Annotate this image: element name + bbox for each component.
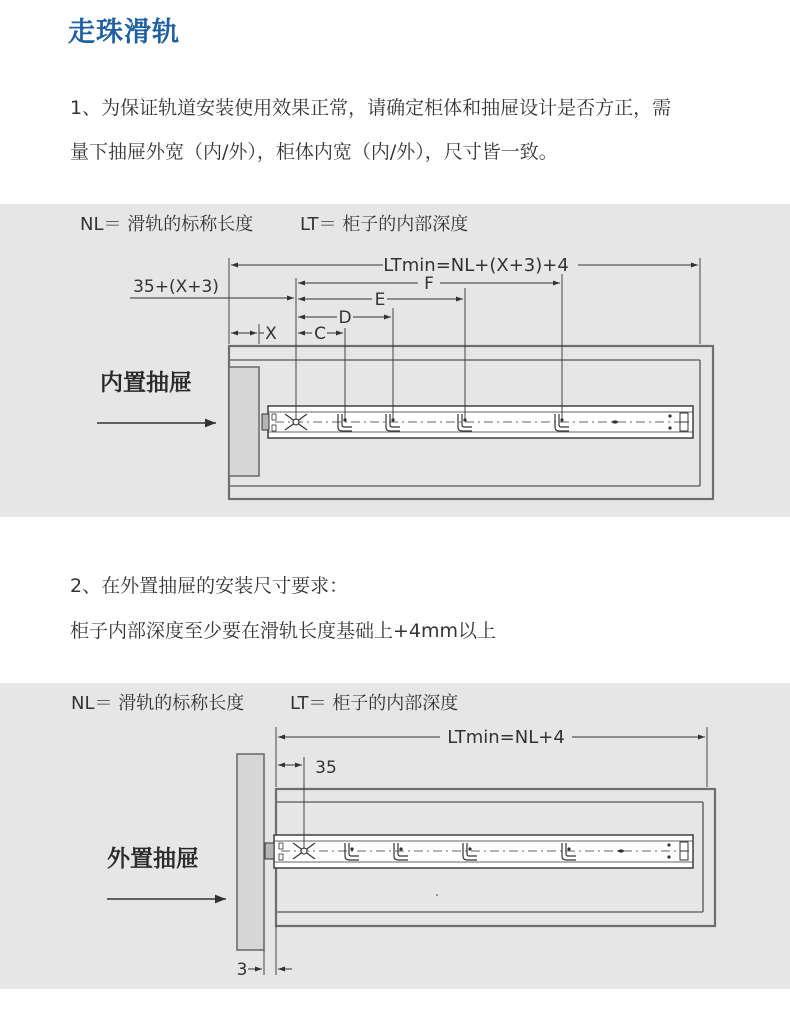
x-dimension (231, 324, 277, 344)
lt-dimension-2 (278, 727, 705, 748)
c-dimension (298, 324, 343, 344)
inset-drawer-label: 内置抽屉 (100, 370, 192, 396)
lt-definition: LT＝ 柜子的内部深度 (300, 214, 469, 235)
f-dimension (298, 274, 560, 294)
inset-drawer-diagram-panel (0, 204, 790, 517)
lt-dimension (231, 255, 698, 276)
nl-definition: NL＝ 滑轨的标称长度 (80, 214, 254, 235)
d-dimension (298, 308, 391, 328)
e-dimension (298, 290, 463, 310)
lt-formula-label: LTmin=NL+(X+3)+4 (383, 255, 569, 276)
section2-text-line1: 2、在外置抽屉的安装尺寸要求： (70, 575, 349, 597)
section1-text-line2: 量下抽屉外宽（内/外），柜体内宽（内/外），尺寸皆一致。 (70, 141, 558, 163)
e-label: E (374, 290, 386, 310)
x-label: X (265, 324, 277, 344)
offset-dimension (130, 277, 294, 298)
d35-label: 35 (315, 758, 337, 778)
d35-dimension (278, 758, 337, 778)
inset-drawer-diagram (0, 204, 790, 517)
extension-lines (229, 258, 700, 420)
section2-text-line2: 柜子内部深度至少要在滑轨长度基础上+4mm以上 (70, 620, 497, 642)
section1-text-line1: 1、为保证轨道安装使用效果正常，请确定柜体和抽屉设计是否方正，需 (70, 97, 672, 119)
lt-formula-label-2: LTmin=NL+4 (447, 727, 565, 748)
f-label: F (424, 274, 434, 294)
offset-label: 35+(X+3) (133, 277, 219, 297)
nl-definition-2: NL＝ 滑轨的标称长度 (71, 693, 245, 714)
d-label: D (338, 308, 352, 328)
overlay-drawer-diagram (0, 683, 790, 989)
slide-rail-2 (265, 835, 693, 868)
drawer-front (229, 367, 259, 476)
overlay-drawer-diagram-panel (0, 683, 790, 989)
overlay-drawer-label: 外置抽屉 (107, 846, 199, 872)
d3-label: 3 (236, 960, 248, 980)
lt-definition-2: LT＝ 柜子的内部深度 (290, 693, 459, 714)
c-label: C (314, 324, 326, 344)
slide-rail (262, 406, 693, 438)
page-title: 走珠滑轨 (68, 17, 180, 48)
drawer-front-2 (237, 754, 264, 950)
